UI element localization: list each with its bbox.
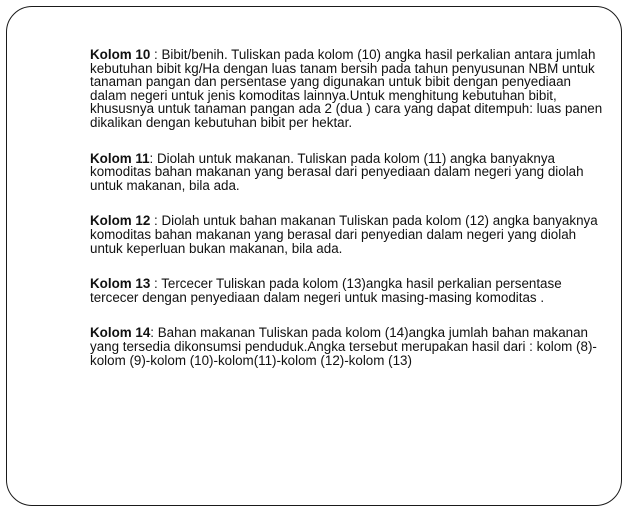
paragraph-kolom-14 xyxy=(90,326,610,367)
paragraph-label: Kolom 10 xyxy=(90,47,151,62)
paragraph-kolom-12 xyxy=(90,214,610,255)
paragraph-kolom-13 xyxy=(90,277,610,304)
paragraph-label: Kolom 13 xyxy=(90,276,151,292)
paragraph-label: Kolom 12 xyxy=(90,213,151,229)
paragraph-text: : Diolah untuk makanan. Tuliskan pada kolom (11) angka banyaknya komoditas bahan makanan yang berasal dari penyediaan dalam negeri yang diolah untuk makanan, bila ada. xyxy=(90,150,584,193)
paragraph-text: : Tercecer Tuliskan pada kolom (13)angka hasil perkalian persentase tercecer dengan penyediaan dalam negeri untuk masing-masing komoditas . xyxy=(90,276,562,305)
paragraph-text: : Bibit/benih. Tuliskan pada kolom (10) angka hasil perkalian antara jumlah kebutuhan bibit kg/Ha dengan luas tanam bersih pada tahun penyusunan NBM untuk tanaman pangan dan persentase yang digunakan untuk bibit dengan penyediaan dalam negeri untuk jenis komoditas lainnya.Untuk menghitung kebutuhan bibit, khususnya untuk tanaman pangan ada 2 (dua ) cara yang dapat ditempuh: luas panen dikalikan dengan kebutuhan bibit per hektar. xyxy=(90,47,603,130)
slide-content xyxy=(90,48,610,389)
paragraph-text: : Bahan makanan Tuliskan pada kolom (14)angka jumlah bahan makanan yang tersedia dikonsumsi penduduk.Angka tersebut merupakan hasil dari : kolom (8)-kolom (9)-kolom (10)-kolom(11)-kolom (12)-kolom (13) xyxy=(90,325,597,368)
paragraph-kolom-11 xyxy=(90,152,610,193)
paragraph-kolom-10 xyxy=(90,48,610,130)
paragraph-label: Kolom 11 xyxy=(90,150,150,166)
paragraph-text: : Diolah untuk bahan makanan Tuliskan pada kolom (12) angka banyaknya komoditas bahan makanan yang berasal dari penyedian dalam negeri yang diolah untuk keperluan bukan makanan, bila ada. xyxy=(90,213,598,256)
paragraph-label: Kolom 14 xyxy=(90,325,151,341)
